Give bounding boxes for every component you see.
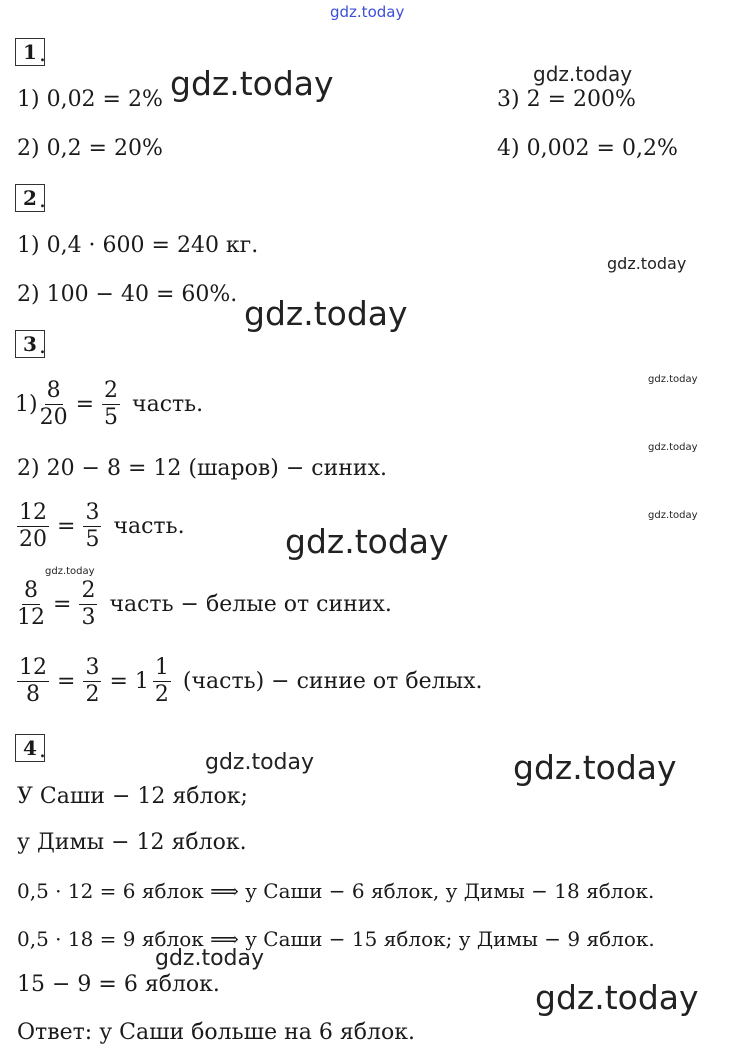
fraction bbox=[17, 500, 49, 553]
row-text: (часть) − синие от белых. bbox=[182, 669, 483, 694]
denominator: 5 bbox=[104, 405, 119, 430]
task1-line4: 4) 0,002 = 0,2% bbox=[497, 136, 678, 161]
fraction bbox=[153, 655, 171, 708]
task-dot: . bbox=[39, 188, 46, 213]
watermark: gdz.today bbox=[607, 254, 687, 273]
denominator: 20 bbox=[19, 527, 47, 552]
watermark: gdz.today bbox=[330, 3, 405, 21]
task4-answer: Ответ: у Саши больше на 6 яблок. bbox=[17, 1020, 415, 1045]
row-text: часть. bbox=[113, 514, 185, 539]
watermark: gdz.today bbox=[535, 978, 699, 1017]
watermark: gdz.today bbox=[648, 374, 698, 385]
fraction bbox=[17, 578, 45, 631]
task3-row5 bbox=[15, 655, 482, 708]
task2-line1: 1) 0,4 · 600 = 240 кг. bbox=[17, 233, 259, 258]
denominator: 3 bbox=[81, 605, 96, 630]
equals-sign: = bbox=[75, 392, 95, 417]
task1-line2: 2) 0,2 = 20% bbox=[17, 136, 163, 161]
equals-sign: = bbox=[53, 592, 72, 617]
task4-line1: У Саши − 12 яблок; bbox=[17, 784, 248, 809]
watermark: gdz.today bbox=[533, 62, 633, 86]
watermark: gdz.today bbox=[205, 750, 315, 775]
denominator: 8 bbox=[26, 682, 40, 707]
equals-one: = 1 bbox=[109, 669, 149, 694]
denominator: 12 bbox=[17, 605, 45, 630]
watermark: gdz.today bbox=[648, 510, 698, 521]
task3-row4 bbox=[15, 578, 392, 631]
task-dot: . bbox=[39, 738, 46, 763]
fraction bbox=[17, 655, 49, 708]
numerator: 3 bbox=[85, 500, 100, 525]
fraction bbox=[40, 378, 68, 431]
numerator: 2 bbox=[104, 378, 119, 403]
task4-line3: 0,5 · 12 = 6 яблок ⟹ у Саши − 6 яблок, у Димы − 18 яблок. bbox=[17, 879, 655, 903]
denominator: 20 bbox=[39, 405, 68, 430]
task-number-2: 2 bbox=[15, 184, 45, 212]
row-text: часть. bbox=[132, 392, 204, 417]
denominator: 5 bbox=[85, 527, 100, 552]
numerator: 1 bbox=[154, 655, 169, 680]
task1-line3: 3) 2 = 200% bbox=[497, 87, 636, 112]
task2-line2: 2) 100 − 40 = 60%. bbox=[17, 282, 238, 307]
task4-line2: у Димы − 12 яблок. bbox=[17, 830, 247, 855]
fraction bbox=[102, 378, 120, 431]
task-number-3: 3 bbox=[15, 330, 45, 358]
denominator: 2 bbox=[154, 682, 169, 707]
row-text: часть − белые от синих. bbox=[109, 592, 392, 617]
numerator: 12 bbox=[19, 655, 47, 680]
task3-row2: 2) 20 − 8 = 12 (шаров) − синих. bbox=[17, 456, 387, 481]
watermark: gdz.today bbox=[285, 522, 449, 561]
task4-line5: 15 − 9 = 6 яблок. bbox=[17, 972, 220, 997]
watermark: gdz.today bbox=[45, 566, 95, 577]
task-number-4: 4 bbox=[15, 734, 45, 762]
numerator: 12 bbox=[19, 500, 47, 525]
watermark: gdz.today bbox=[155, 946, 265, 971]
task3-row1 bbox=[15, 378, 203, 431]
watermark: gdz.today bbox=[513, 748, 677, 787]
task1-line1: 1) 0,02 = 2% bbox=[17, 87, 163, 112]
fraction bbox=[79, 578, 97, 631]
watermark: gdz.today bbox=[648, 442, 698, 453]
task-dot: . bbox=[39, 334, 46, 359]
task-dot: . bbox=[39, 42, 46, 67]
numerator: 3 bbox=[85, 655, 100, 680]
task3-row3 bbox=[15, 500, 185, 553]
row-prefix: 1) bbox=[15, 392, 38, 417]
fraction bbox=[83, 655, 101, 708]
numerator: 8 bbox=[24, 578, 38, 603]
equals-sign: = bbox=[57, 514, 76, 539]
watermark: gdz.today bbox=[170, 64, 334, 103]
watermark: gdz.today bbox=[244, 294, 408, 333]
numerator: 2 bbox=[81, 578, 96, 603]
task-number-1: 1 bbox=[15, 38, 45, 66]
task4-line4: 0,5 · 18 = 9 яблок ⟹ у Саши − 15 яблок; у Димы − 9 яблок. bbox=[17, 927, 655, 951]
equals-sign: = bbox=[57, 669, 76, 694]
denominator: 2 bbox=[85, 682, 100, 707]
fraction bbox=[83, 500, 101, 553]
numerator: 8 bbox=[46, 378, 61, 403]
